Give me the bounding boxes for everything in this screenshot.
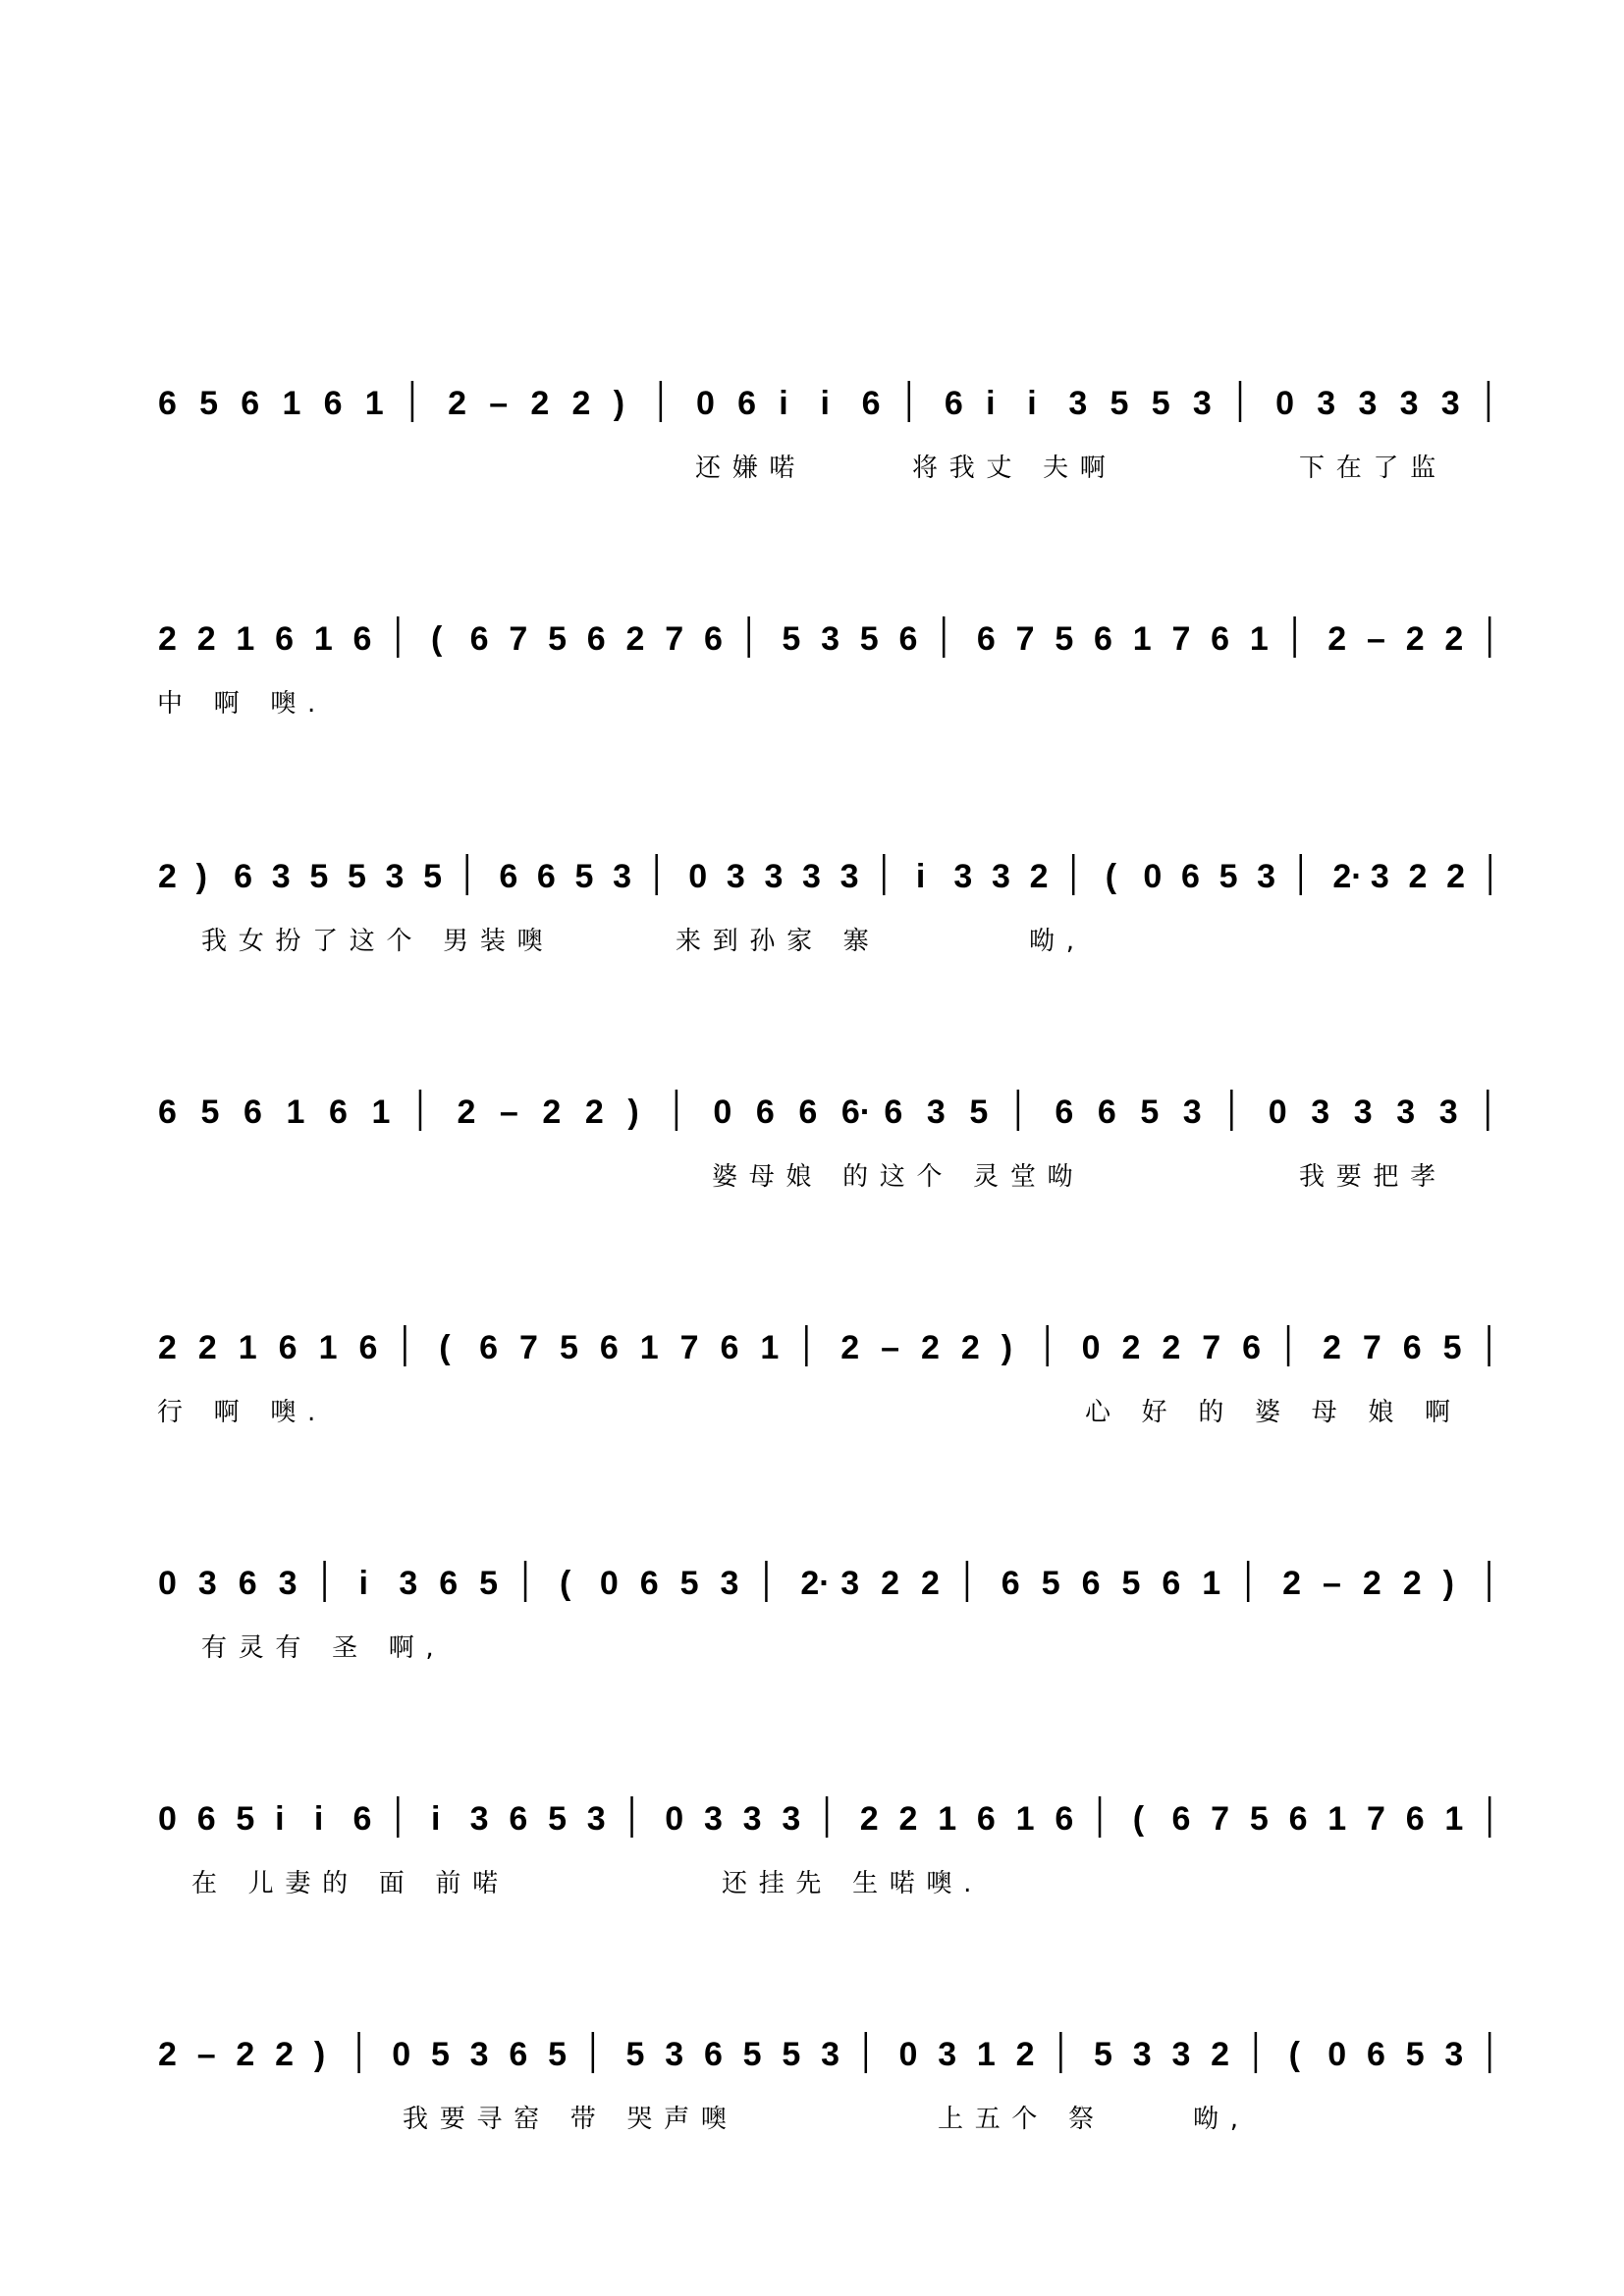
paren-symbol: ( [1288,2036,1300,2073]
dash-symbol: – [499,1094,518,1131]
note-digit: i [779,385,788,422]
note-digit: 6 [1405,1800,1425,1838]
note-digit: 3 [1399,385,1419,422]
note-digit: 5 [1249,1800,1269,1838]
note-digit: 5 [969,1094,989,1131]
note-digit: i [358,1565,368,1602]
note-digit: 6 [439,1565,459,1602]
note-digit: 5 [782,2036,801,2073]
note-digit: 3 [1370,858,1389,895]
lyric-phrase: 我要把孝 [1299,1162,1447,1192]
note-digit: 6 [755,1094,775,1131]
note-digit: 1 [282,385,301,422]
notation-line-4 [152,1080,1497,1139]
note-digit: 6 [1055,1800,1074,1838]
note-digit: 3 [1171,2036,1191,2073]
note-digit: 5 [1110,385,1129,422]
paren-symbol: ( [559,1565,571,1602]
note-digit: 6 [196,1800,216,1838]
note-digit: 2 [1121,1329,1141,1366]
note-digit: 2 [196,620,216,658]
lyric-phrase: 婆母娘 的这个 灵堂呦 [712,1162,1085,1192]
note-digit: 6· [840,1094,872,1131]
note-digit: 6 [1097,1094,1116,1131]
lyric-phrase: 行 啊 噢. [157,1398,327,1427]
note-digit: 3 [278,1565,298,1602]
note-digit: 6 [234,858,253,895]
note-digit: 6 [328,1094,348,1131]
dash-symbol: – [1367,620,1385,658]
dash-symbol: – [196,2036,216,2073]
note-digit: 0 [1327,2036,1347,2073]
note-digit: 2 [840,1329,860,1366]
note-digit: 2 [236,2036,255,2073]
note-digit: 5 [1442,1329,1462,1366]
note-digit: 5 [347,858,366,895]
note-digit: 3 [1438,1094,1458,1131]
note-digit: 3 [1068,385,1088,422]
note-digit: 2 [158,858,177,895]
lyric-phrase: 还挂先 生喏噢. [722,1869,984,1898]
note-digit: 6 [1162,1565,1181,1602]
note-digit: 3 [703,1800,723,1838]
notation-line-8 [152,2022,1497,2081]
note-digit: 6 [737,385,757,422]
note-digit: 6 [703,620,723,658]
note-digit: 6 [898,620,918,658]
note-digit: 5 [236,1800,255,1838]
note-digit: 6 [536,858,556,895]
note-digit: 6 [884,1094,903,1131]
note-digit: i [275,1800,285,1838]
note-digit: 2 [158,2036,177,2073]
note-digit: 5 [742,2036,762,2073]
note-digit: 6 [703,2036,723,2073]
note-digit: 3 [1444,2036,1464,2073]
note-digit: 6 [352,1800,372,1838]
note-digit: 2 [197,1329,217,1366]
note-digit: 2 [1362,1565,1381,1602]
note-digit: 2 [530,385,550,422]
note-digit: 2 [275,2036,295,2073]
note-digit: 7 [1015,620,1035,658]
note-digit: 3 [469,1800,489,1838]
note-digit: 0 [158,1800,177,1838]
note-digit: 2 [1211,2036,1230,2073]
note-digit: 5 [548,1800,568,1838]
note-digit: 5 [479,1565,499,1602]
note-digit: 6 [639,1565,659,1602]
note-digit: 5 [1055,620,1074,658]
notation-line-1 [152,371,1497,430]
lyric-phrase: 上五个 祭 [938,2105,1106,2134]
note-digit: 3 [197,1565,217,1602]
note-digit: 5 [782,620,801,658]
note-digit: 6 [278,1329,298,1366]
note-digit: 2 [1405,620,1425,658]
lyric-phrase: 有灵有 圣 啊, [201,1633,446,1663]
paren-symbol: ) [1442,1565,1454,1602]
paren-symbol: ) [313,2036,326,2073]
note-digit: 0 [665,1800,684,1838]
note-digit: i [820,385,830,422]
score-system-4 [0,1080,1624,1227]
note-digit: 6 [275,620,295,658]
note-digit: 1 [238,1329,257,1366]
notation-line-5 [152,1315,1497,1374]
dash-symbol: – [489,385,509,422]
note-digit: 1 [1015,1800,1035,1838]
dash-symbol: – [881,1329,900,1366]
note-digit: 6 [469,620,489,658]
note-digit: 6 [976,620,996,658]
lyrics-line-5 [152,1392,1497,1431]
note-digit: 1 [1249,620,1269,658]
note-digit: 2 [898,1800,918,1838]
lyric-phrase: 还嫌喏 [695,454,807,483]
lyric-phrase: 心 好 的 婆 母 娘 啊 [1085,1398,1462,1427]
note-digit: 6 [158,1094,177,1131]
note-digit: 2 [1327,620,1347,658]
note-digit: 3 [1257,858,1276,895]
note-digit: 3 [992,858,1010,895]
note-digit: 6 [509,2036,528,2073]
score-system-8 [0,2022,1624,2169]
note-digit: 1 [236,620,255,658]
note-digit: 6 [944,385,963,422]
lyric-phrase: 将我丈 夫啊 [912,454,1117,483]
note-digit: 2 [859,1800,879,1838]
note-digit: 2 [921,1565,940,1602]
note-digit: 7 [509,620,528,658]
note-digit: 3 [586,1800,606,1838]
notation-line-2 [152,607,1497,666]
note-digit: 2 [960,1329,980,1366]
note-digit: 2 [1015,2036,1035,2073]
note-digit: 0 [1081,1329,1101,1366]
note-digit: 7 [1171,620,1191,658]
note-digit: 3 [839,858,859,895]
note-digit: 0 [158,1565,177,1602]
note-digit: 3 [1440,385,1460,422]
note-digit: 3 [399,1565,418,1602]
note-digit: 6 [586,620,606,658]
score-system-1 [0,371,1624,518]
note-digit: 5 [1041,1565,1060,1602]
note-digit: 3 [271,858,291,895]
note-digit: 6 [158,385,177,422]
note-digit: 1 [371,1094,391,1131]
note-digit: 3 [726,858,745,895]
note-digit: 0 [688,858,708,895]
note-digit: 0 [898,2036,918,2073]
note-digit: 5 [1140,1094,1160,1131]
note-digit: 2 [1446,858,1466,895]
note-digit: 3 [953,858,973,895]
note-digit: 2 [542,1094,562,1131]
note-digit: 6 [720,1329,739,1366]
note-digit: 6 [1180,858,1200,895]
note-digit: 3 [1396,1094,1416,1131]
lyrics-line-2 [152,683,1497,722]
note-digit: 3 [385,858,405,895]
note-digit: 1 [364,385,384,422]
lyrics-line-7 [152,1863,1497,1902]
note-digit: 2 [571,385,591,422]
note-digit: 3 [1311,1094,1330,1131]
note-digit: 6 [599,1329,619,1366]
score-system-5 [0,1315,1624,1463]
notation-line-3 [152,844,1497,903]
note-digit: 3 [1358,385,1378,422]
note-digit: 2 [1162,1329,1181,1366]
dash-symbol: – [1322,1565,1341,1602]
note-digit: 2 [158,1329,177,1366]
note-digit: 7 [1211,1800,1230,1838]
note-digit: 2 [625,620,645,658]
note-digit: 7 [1362,1329,1381,1366]
note-digit: 5 [423,858,443,895]
note-digit: 6 [861,385,881,422]
note-digit: 0 [1268,1094,1287,1131]
note-digit: 3 [1192,385,1212,422]
note-digit: 6 [1402,1329,1422,1366]
note-digit: 6 [352,620,372,658]
note-digit: 5 [625,2036,645,2073]
note-digit: 6 [479,1329,499,1366]
note-digit: 0 [1143,858,1163,895]
note-digit: 6 [1094,620,1112,658]
note-digit: 5 [200,1094,220,1131]
lyric-phrase: 来到孙家 寨 [676,927,881,956]
note-digit: 2 [1322,1329,1341,1366]
note-digit: 3 [1182,1094,1202,1131]
note-digit: 6 [1001,1565,1020,1602]
note-digit: 1 [313,620,333,658]
note-digit: 1 [1132,620,1152,658]
note-digit: 3 [665,2036,684,2073]
note-digit: 5 [309,858,329,895]
note-digit: 0 [713,1094,732,1131]
note-digit: 3 [720,1565,739,1602]
note-digit: 1 [1327,1800,1347,1838]
note-digit: i [430,1800,441,1838]
note-digit: 3 [821,620,839,658]
note-digit: 1 [639,1329,659,1366]
score-system-6 [0,1551,1624,1698]
note-digit: 6 [1081,1565,1101,1602]
note-digit: 5 [559,1329,578,1366]
note-digit: 5 [548,620,568,658]
note-digit: 5 [199,385,219,422]
note-digit: 6 [499,858,518,895]
note-digit: 3 [469,2036,489,2073]
note-digit: 6 [241,385,260,422]
lyrics-line-1 [152,448,1497,487]
note-digit: 2· [1332,858,1363,895]
note-digit: 2 [457,1094,476,1131]
note-digit: 6 [1171,1800,1191,1838]
note-digit: 1 [1444,1800,1464,1838]
note-digit: 2 [1408,858,1428,895]
note-digit: 3 [742,1800,762,1838]
score-system-2 [0,607,1624,754]
lyric-phrase: 呦, [1029,927,1086,956]
note-digit: 3 [840,1565,860,1602]
lyric-phrase: 我要寻窑 带 哭声噢 [403,2105,738,2134]
note-digit: 5 [859,620,879,658]
paren-symbol: ( [1132,1800,1145,1838]
note-digit: 6 [1288,1800,1308,1838]
note-digit: 3 [1132,2036,1152,2073]
note-digit: 5 [548,2036,568,2073]
note-digit: 6 [1055,1094,1074,1131]
lyric-phrase: 在 儿妻的 面 前喏 [191,1869,510,1898]
note-digit: 5 [574,858,594,895]
lyrics-line-8 [152,2099,1497,2138]
note-digit: 6 [976,1800,996,1838]
note-digit: i [1027,385,1037,422]
lyrics-line-3 [152,921,1497,960]
note-digit: 5 [679,1565,699,1602]
note-digit: 3 [1353,1094,1373,1131]
note-digit: 6 [798,1094,818,1131]
note-digit: 2 [448,385,466,422]
note-digit: 3 [782,1800,801,1838]
note-digit: 5 [430,2036,450,2073]
note-digit: 5 [1405,2036,1425,2073]
note-digit: 1 [760,1329,780,1366]
notation-line-7 [152,1787,1497,1845]
note-digit: 6 [323,385,343,422]
note-digit: 6 [1367,2036,1385,2073]
note-digit: 3 [802,858,821,895]
lyric-phrase: 下在了监 [1299,454,1447,483]
note-digit: 0 [392,2036,411,2073]
note-digit: 7 [1367,1800,1385,1838]
note-digit: i [915,858,926,895]
note-digit: 1 [318,1329,338,1366]
note-digit: 1 [286,1094,305,1131]
note-digit: 2 [1282,1565,1301,1602]
note-digit: 1 [938,1800,957,1838]
note-digit: 2 [921,1329,940,1366]
note-digit: 6 [1242,1329,1262,1366]
note-digit: 6 [1211,620,1230,658]
note-digit: i [313,1800,324,1838]
paren-symbol: ) [627,1094,639,1131]
note-digit: 6 [509,1800,528,1838]
paren-symbol: ) [195,858,207,895]
note-digit: 2 [881,1565,900,1602]
note-digit: 0 [696,385,715,422]
note-digit: 7 [1202,1329,1221,1366]
score-system-7 [0,1787,1624,1934]
note-digit: 1 [1202,1565,1221,1602]
paren-symbol: ( [430,620,443,658]
note-digit: 2 [1444,620,1464,658]
note-digit: 3 [926,1094,946,1131]
paren-symbol: ) [613,385,625,422]
note-digit: 7 [679,1329,699,1366]
note-digit: 3 [1317,385,1336,422]
note-digit: 0 [599,1565,619,1602]
score-system-3 [0,844,1624,991]
paren-symbol: ( [439,1329,451,1366]
note-digit: 6 [243,1094,262,1131]
note-digit: 7 [665,620,684,658]
note-digit: 5 [1218,858,1238,895]
lyric-phrase: 呦, [1193,2105,1250,2134]
lyric-phrase: 中 啊 噢. [157,689,327,719]
note-digit: 2 [1402,1565,1422,1602]
note-digit: 3 [764,858,784,895]
note-digit: 3 [938,2036,957,2073]
lyrics-line-4 [152,1156,1497,1196]
note-digit: 6 [358,1329,378,1366]
note-digit: 2 [158,620,177,658]
note-digit: 0 [1275,385,1295,422]
paren-symbol: ( [1105,858,1117,895]
note-digit: 5 [1094,2036,1112,2073]
note-digit: i [986,385,996,422]
note-digit: 7 [519,1329,538,1366]
note-digit: 3 [613,858,632,895]
note-digit: 1 [976,2036,996,2073]
note-digit: 2· [800,1565,831,1602]
note-digit: 3 [821,2036,839,2073]
lyric-phrase: 我女扮了这个 男装噢 [201,927,555,956]
note-digit: 6 [238,1565,257,1602]
notation-line-6 [152,1551,1497,1610]
note-digit: 5 [1121,1565,1141,1602]
note-digit: 5 [1151,385,1170,422]
note-digit: 2 [584,1094,604,1131]
lyrics-line-6 [152,1628,1497,1667]
paren-symbol: ) [1001,1329,1013,1366]
note-digit: 2 [1029,858,1049,895]
